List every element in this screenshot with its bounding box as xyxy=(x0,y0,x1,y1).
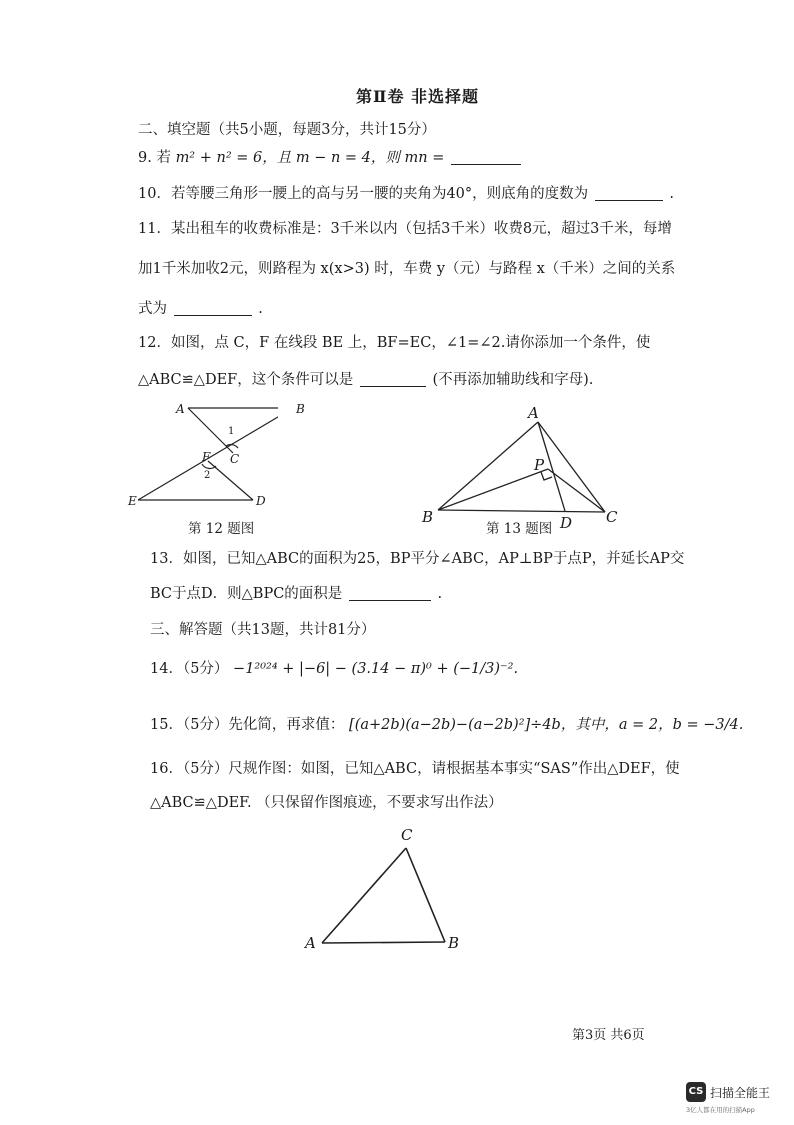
q10-text: 10．若等腰三角形一腰上的高与另一腰的夹角为40°，则底角的度数为 xyxy=(138,186,589,202)
section-answer-heading: 三、解答题（共13题，共计81分） xyxy=(150,622,376,638)
q12-answer-blank[interactable] xyxy=(360,372,426,387)
question-13-line1: 13．如图，已知△ABC的面积为25，BP平分∠ABC，AP⊥BP于点P，并延长AP交 xyxy=(150,551,685,567)
fig13-label-C: C xyxy=(606,508,618,526)
question-16-line1: 16．（5分）尺规作图：如图，已知△ABC，请根据基本事实“SAS”作出△DEF，使 xyxy=(150,761,680,777)
fig12-label-A: A xyxy=(176,402,185,416)
fig13-label-A: A xyxy=(528,404,539,422)
fig16-label-B: B xyxy=(448,934,460,952)
question-13-line2 xyxy=(150,586,442,602)
camscanner-logo-icon: CS xyxy=(686,1082,706,1102)
fig13-label-P: P xyxy=(534,456,545,474)
q13-line2-text: BC于点D．则△BPC的面积是 xyxy=(150,586,343,602)
question-12-line1: 12．如图，点 C，F 在线段 BE 上，BF=EC，∠1=∠2.请你添加一个条件，使 xyxy=(138,335,651,351)
fig16-label-A: A xyxy=(305,934,316,952)
q10-answer-blank[interactable] xyxy=(595,186,663,201)
watermark-name: 扫描全能王 xyxy=(710,1086,771,1100)
question-9 xyxy=(138,150,523,166)
q9-number: 9. xyxy=(138,150,152,166)
q13-end: . xyxy=(437,586,443,602)
q14-expression: −1²⁰²⁴ + |−6| − (3.14 − π)⁰ + (−1/3)⁻². xyxy=(233,661,519,677)
question-11-line1: 11．某出租车的收费标准是：3千米以内（包括3千米）收费8元，超过3千米，每增 xyxy=(138,221,672,237)
q9-condition: m² + n² = 6，且 m − n = 4，则 mn = xyxy=(175,150,445,166)
q11-answer-blank[interactable] xyxy=(174,301,252,316)
page-title: 第Ⅱ卷 非选择题 xyxy=(356,87,480,106)
question-16-line2: △ABC≌△DEF. （只保留作图痕迹，不要求写出作法） xyxy=(150,795,503,811)
q13-answer-blank[interactable] xyxy=(349,586,431,601)
question-10 xyxy=(138,186,674,202)
fig12-label-D: D xyxy=(256,494,266,508)
fig12-label-F: F xyxy=(202,450,211,464)
q15-expression: [(a+2b)(a−2b)−(a−2b)²]÷4b，其中，a = 2，b = −3/4. xyxy=(349,717,744,733)
q12-line2-tail: (不再添加辅助线和字母). xyxy=(432,372,594,388)
fig16-label-C: C xyxy=(401,826,413,844)
q9-pre: 若 xyxy=(156,150,171,166)
q14-label: 14．（5分） xyxy=(150,661,229,677)
q11-line3-text: 式为 xyxy=(138,301,167,317)
fig13-label-D: D xyxy=(560,514,573,532)
question-12-line2 xyxy=(138,372,593,388)
question-14 xyxy=(150,662,518,677)
fig12-label-B: B xyxy=(296,402,305,416)
fig12-label-1: 1 xyxy=(228,426,235,437)
q15-label: 15．（5分）先化简，再求值： xyxy=(150,717,345,733)
figure-13-caption: 第 13 题图 xyxy=(486,521,553,537)
fig12-label-2: 2 xyxy=(204,470,211,481)
fig12-label-E: E xyxy=(128,494,137,508)
q9-answer-blank[interactable] xyxy=(451,150,521,165)
figure-12-labels xyxy=(128,398,305,514)
figure-13-labels xyxy=(420,400,620,530)
watermark-subtitle: 3亿人都在用的扫描App xyxy=(686,1106,755,1114)
section-fill-heading: 二、填空题（共5小题，每题3分，共计15分） xyxy=(138,122,436,138)
fig13-label-B: B xyxy=(422,508,434,526)
fig12-label-C: C xyxy=(230,452,240,466)
q11-end: . xyxy=(258,301,263,317)
page-number: 第3页 共6页 xyxy=(572,1028,645,1043)
question-11-line3 xyxy=(138,301,263,317)
figure-12-caption: 第 12 题图 xyxy=(188,521,255,537)
question-11-line2: 加1千米加收2元，则路程为 x(x>3) 时，车费 y（元）与路程 x（千米）之间的关系 xyxy=(138,261,676,277)
q12-line2-text: △ABC≌△DEF，这个条件可以是 xyxy=(138,372,354,388)
q10-end: . xyxy=(669,186,674,202)
figure-16-labels xyxy=(300,820,470,960)
question-15 xyxy=(150,718,743,733)
